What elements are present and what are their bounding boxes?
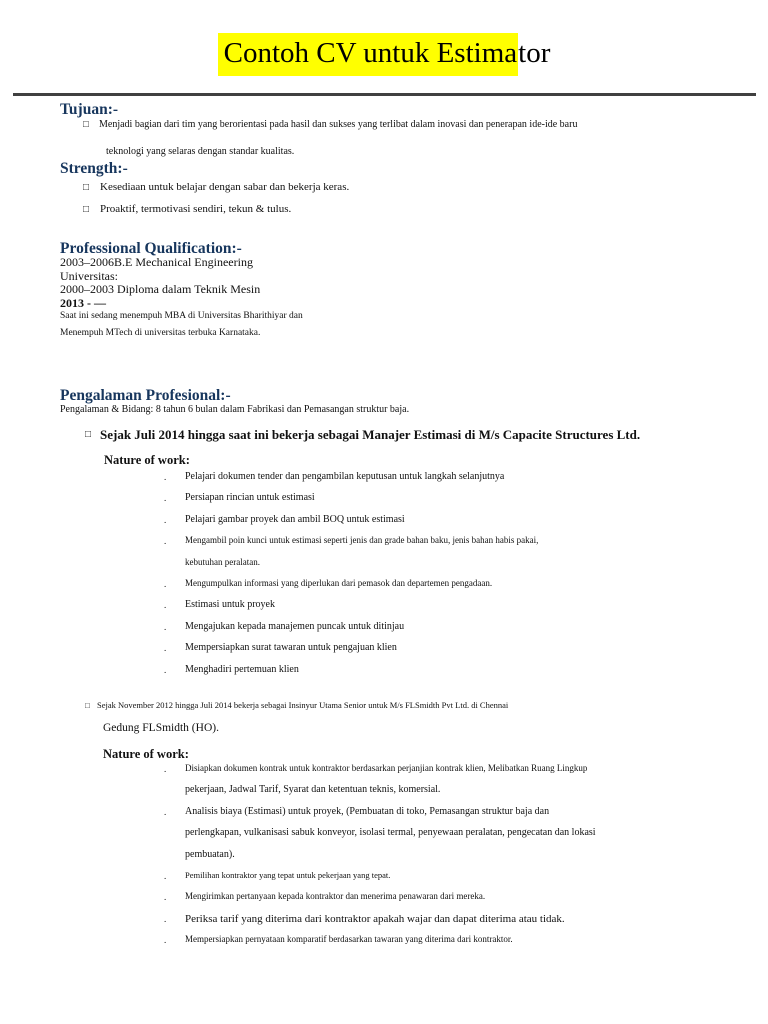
job1-task-text: Mempersiapkan surat tawaran untuk pengajuan klien [185, 642, 397, 654]
job2-task-item [164, 913, 596, 934]
tujuan-item [83, 119, 577, 131]
dot-bullet-icon: . [164, 643, 167, 654]
qualification-line-text: 2013 - — [60, 295, 106, 310]
checkbox-bullet-icon: □ [83, 182, 90, 193]
job2-task-item [164, 891, 596, 912]
job1-task-text: Mengambil poin kunci untuk estimasi seperti jenis dan grade bahan baku, jenis bahan habis pakai, [185, 535, 539, 546]
job2-task-text: pekerjaan, Jadwal Tarif, Syarat dan ketentuan teknis, komersial. [185, 784, 441, 796]
job2-task-text: Mengirimkan pertanyaan kepada kontraktor dan menerima penawaran dari mereka. [185, 891, 486, 902]
page-title [0, 37, 768, 70]
dot-bullet-icon: . [164, 514, 167, 525]
job1-title-text: Sejak Juli 2014 hingga saat ini bekerja sebagai Manajer Estimasi di M/s Capacite Structures Ltd. [100, 427, 641, 442]
job1-task-item [164, 471, 538, 492]
dot-bullet-icon: . [164, 913, 167, 924]
job2-task-list [164, 763, 596, 956]
job1-task-text: Pelajari gambar proyek dan ambil BOQ untuk estimasi [185, 513, 405, 525]
qualification-line [60, 283, 303, 297]
job1-task-item [164, 621, 538, 642]
job1-task-text: Persiapan rincian untuk estimasi [185, 492, 315, 504]
job2-task-text: Pemilihan kontraktor yang tepat untuk pekerjaan yang tepat. [185, 869, 391, 880]
strength-list [83, 181, 349, 225]
experience-summary: Pengalaman & Bidang: 8 tahun 6 bulan dalam Fabrikasi dan Pemasangan struktur baja. [60, 404, 410, 415]
job2-task-item [164, 806, 596, 827]
qualification-line [60, 310, 303, 326]
job2-task-text: Disiapkan dokumen kontrak untuk kontraktor berdasarkan perjanjian kontrak klien, Melibatkan Ruang Lingkup [185, 763, 588, 773]
section-heading-experience: Pengalaman Profesional:- [60, 387, 231, 404]
strength-list-item [83, 181, 349, 203]
checkbox-bullet-icon: □ [85, 429, 92, 440]
qualification-lines [60, 256, 303, 343]
job2-task-text: Mempersiapkan pernyataan komparatif berdasarkan tawaran yang diterima dari kontraktor. [185, 934, 513, 945]
dot-bullet-icon: . [164, 892, 167, 903]
dot-bullet-icon: . [164, 536, 167, 547]
job2-task-text: pembuatan). [185, 848, 235, 860]
qualification-line-text: Universitas: [60, 268, 118, 283]
qualification-line-text: 2003–2006B.E Mechanical Engineering [60, 255, 253, 269]
job2-subtitle: Gedung FLSmidth (HO). [103, 722, 219, 734]
job2-task-text: Analisis biaya (Estimasi) untuk proyek, (Pembuatan di toko, Pemasangan struktur baja dan [185, 805, 550, 817]
dot-bullet-icon: . [164, 493, 167, 504]
checkbox-bullet-icon: □ [85, 701, 90, 710]
dot-bullet-icon: . [164, 578, 167, 589]
qualification-line [60, 327, 303, 343]
dot-bullet-icon: . [164, 764, 167, 774]
dot-bullet-icon: . [164, 870, 167, 881]
section-heading-tujuan: Tujuan:- [60, 101, 119, 118]
dot-bullet-icon: . [164, 806, 167, 817]
job2-task-text: perlengkapan, vulkanisasi sabuk konveyor, isolasi termal, penyewaan peralatan, pengecatan dan lokasi [185, 827, 596, 839]
checkbox-bullet-icon: □ [83, 120, 89, 130]
job2-task-item [164, 763, 596, 784]
title-plain-text: tor [518, 37, 551, 69]
qualification-line-text: Menempuh MTech di universitas terbuka Karnataka. [60, 327, 261, 338]
job1-task-item [164, 492, 538, 513]
qualification-line [60, 270, 303, 284]
qualification-line-text: 2000–2003 Diploma dalam Teknik Mesin [60, 282, 261, 297]
dot-bullet-icon: . [164, 472, 167, 482]
job1-task-text: Pelajari dokumen tender dan pengambilan keputusan untuk langkah selanjutnya [185, 471, 505, 482]
title-divider-rule [13, 93, 756, 96]
job1-title [85, 427, 640, 443]
job2-task-item [164, 934, 596, 955]
job1-task-item [164, 557, 538, 578]
tujuan-item-continuation: teknologi yang selaras dengan standar kualitas. [106, 146, 295, 157]
dot-bullet-icon: . [164, 935, 167, 946]
job2-task-text: Periksa tarif yang diterima dari kontraktor apakah wajar dan dapat diterima atau tidak. [185, 912, 565, 925]
tujuan-item-text: Menjadi bagian dari tim yang berorientasi pada hasil dan sukses yang terlibat dalam inovasi dan penerapan ide-ide baru [99, 119, 578, 130]
job2-task-item [164, 849, 596, 870]
job2-title-text: Sejak November 2012 hingga Juli 2014 bekerja sebagai Insinyur Utama Senior untuk M/s FLSmidth Pvt Ltd. di Chennai [97, 700, 509, 710]
job2-nature-of-work-label: Nature of work: [103, 747, 189, 761]
checkbox-bullet-icon: □ [83, 204, 90, 215]
job1-task-item [164, 599, 538, 620]
section-heading-strength: Strength:- [60, 160, 128, 177]
job1-task-text: Mengumpulkan informasi yang diperlukan dari pemasok dan departemen pengadaan. [185, 577, 493, 588]
job1-task-list [164, 471, 538, 685]
job1-task-text: Mengajukan kepada manajemen puncak untuk ditinjau [185, 620, 405, 632]
job2-task-item [164, 784, 596, 805]
strength-item-text: Proaktif, termotivasi sendiri, tekun & tulus. [100, 203, 292, 215]
job1-task-item [164, 664, 538, 685]
job1-nature-of-work-label: Nature of work: [104, 453, 190, 467]
job2-title [85, 700, 508, 711]
job1-task-item [164, 535, 538, 556]
job1-task-item [164, 514, 538, 535]
job1-task-text: Estimasi untuk proyek [185, 599, 275, 611]
job1-task-text: kebutuhan peralatan. [185, 556, 260, 567]
job2-task-item [164, 827, 596, 848]
dot-bullet-icon: . [164, 600, 167, 611]
dot-bullet-icon: . [164, 664, 167, 675]
strength-item-text: Kesediaan untuk belajar dengan sabar dan bekerja keras. [100, 181, 350, 193]
job1-task-item [164, 578, 538, 599]
job1-task-item [164, 642, 538, 663]
qualification-line-text: Saat ini sedang menempuh MBA di Universitas Bharithiyar dan [60, 311, 303, 322]
dot-bullet-icon: . [164, 621, 167, 632]
qualification-line [60, 297, 303, 311]
job1-task-text: Menghadiri pertemuan klien [185, 663, 299, 675]
title-highlighted-text: Contoh CV untuk Estima [218, 33, 519, 76]
job2-task-item [164, 870, 596, 891]
strength-list-item [83, 203, 349, 225]
qualification-line [60, 256, 303, 270]
section-heading-qualification: Professional Qualification:- [60, 240, 242, 257]
